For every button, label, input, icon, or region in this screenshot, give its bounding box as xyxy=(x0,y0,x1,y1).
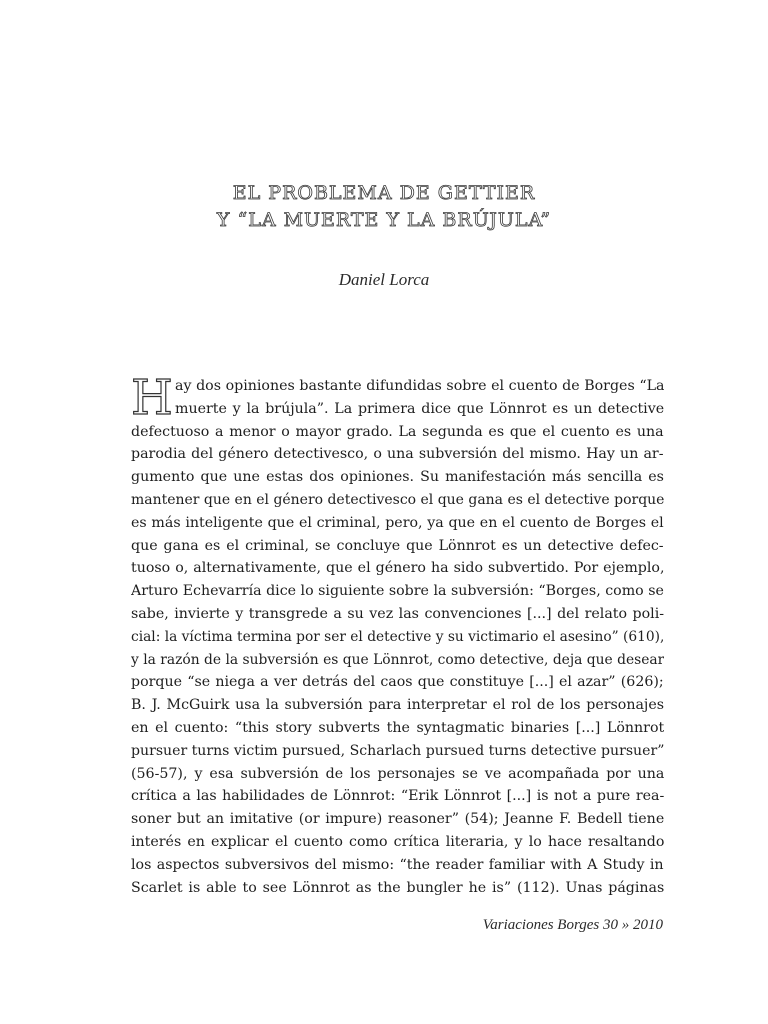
body-line: es más inteligente que el criminal, pero, ya que en el cuento de Borges el xyxy=(131,514,664,531)
drop-cap: H xyxy=(131,370,173,426)
body-line: Scarlet is able to see Lönnrot as the bungler he is” (112). Unas páginas xyxy=(131,879,664,896)
body-line: parodia del género detectivesco, o una subversión del mismo. Hay un ar- xyxy=(131,446,664,463)
body-line: defectuoso a menor o mayor grado. La segunda es que el cuento es una xyxy=(131,423,664,440)
body-line: pursuer turns victim pursued, Scharlach pursued turns detective pursuer” xyxy=(131,742,664,759)
author-name: Daniel Lorca xyxy=(338,270,430,289)
title-line-1: EL PROBLEMA DE GETTIER xyxy=(232,182,536,204)
body-line: mantener que en el género detectivesco el que gana es el detective porque xyxy=(131,491,664,508)
body-line: interés en explicar el cuento como crítica literaria, y lo hace resaltando xyxy=(131,833,664,850)
body-line: sabe, invierte y transgrede a su vez las convenciones [...] del relato poli- xyxy=(131,605,664,622)
body-line: en el cuento: “this story subverts the syntagmatic binaries [...] Lönnrot xyxy=(131,719,664,736)
body-line: crítica a las habilidades de Lönnrot: “Erik Lönnrot [...] is not a pure rea- xyxy=(131,788,664,805)
body-line: cial: la víctima termina por ser el detective y su victimario el asesino” (610), xyxy=(131,628,664,645)
body-line: B. J. McGuirk usa la subversión para interpretar el rol de los personajes xyxy=(131,697,664,714)
body-line: soner but an imitative (or impure) reasoner” (54); Jeanne F. Bedell tiene xyxy=(131,811,664,828)
title-line-2: Y “LA MUERTE Y LA BRÚJULA” xyxy=(216,209,552,231)
body-line: (56-57), y esa subversión de los personajes se ve acompañada por una xyxy=(131,765,664,782)
body-line: porque “se niega a ver detrás del caos que constituye [...] el azar” (626); xyxy=(131,674,664,691)
body-line: y la razón de la subversión es que Lönnrot, como detective, deja que desear xyxy=(131,651,664,668)
body-line: que gana es el criminal, se concluye que Lönnrot es un detective defec- xyxy=(131,537,664,554)
body-line: ay dos opiniones bastante difundidas sobre el cuento de Borges “La xyxy=(175,378,664,394)
body-line: gumento que une estas dos opiniones. Su manifestación más sencilla es xyxy=(131,469,664,486)
body-line: Arturo Echevarría dice lo siguiente sobre la subversión: “Borges, como se xyxy=(131,583,664,600)
body-line: tuoso o, alternativamente, que el género ha sido subvertido. Por ejemplo, xyxy=(131,560,664,577)
body-line: los aspectos subversivos del mismo: “the reader familiar with A Study in xyxy=(131,856,664,873)
article-title xyxy=(0,180,768,234)
body-line: muerte y la brújula”. La primera dice que Lönnrot es un detective xyxy=(175,400,664,417)
running-footer: Variaciones Borges 30 » 2010 xyxy=(482,917,663,933)
body-paragraph xyxy=(131,370,664,899)
